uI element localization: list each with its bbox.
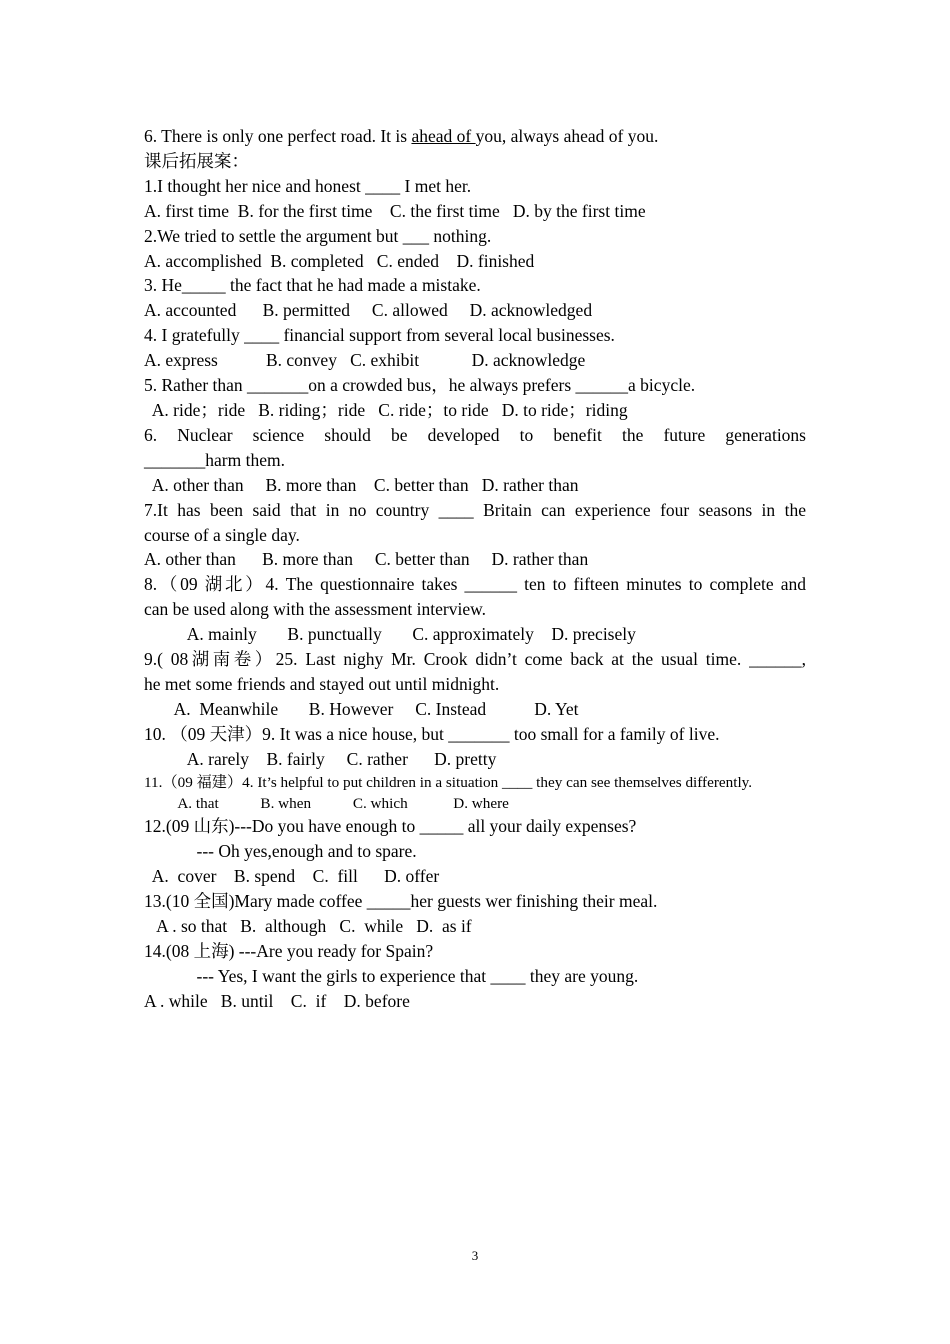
question-3-options: A. accounted B. permitted C. allowed D. acknowledged (144, 300, 593, 321)
question-7-stem-line-1: 7.It has been said that in no country ____ Britain can experience four seasons in the (144, 499, 806, 520)
question-10-options: A. rarely B. fairly C. rather D. pretty (144, 748, 497, 769)
text-run: 6. There is only one perfect road. It is (144, 126, 412, 146)
question-14-stem: 14.(08 上海) ---Are you ready for Spain? (144, 940, 434, 961)
question-3-stem: 3. He_____ the fact that he had made a mistake. (144, 275, 481, 296)
underlined-phrase: ahead of (411, 126, 476, 146)
document-body (144, 124, 806, 1014)
question-11-stem: 11.（09 福建）4. It’s helpful to put children in a situation ____ they can see themselves differently. (144, 773, 753, 791)
question-4-options: A. express B. convey C. exhibit D. acknowledge (144, 350, 586, 371)
question-12-stem: 12.(09 山东)---Do you have enough to _____ all your daily expenses? (144, 816, 637, 837)
question-11-options: A. that B. when C. which D. where (144, 794, 509, 812)
question-8-stem-line-1: 8.（09 湖北）4. The questionnaire takes ______ ten to fifteen minutes to complete and (144, 574, 806, 595)
question-6-stem-line-2: _______harm them. (144, 449, 285, 470)
question-2-stem: 2.We tried to settle the argument but ___ nothing. (144, 225, 492, 246)
question-6-options: A. other than B. more than C. better than D. rather than (144, 474, 579, 495)
question-13-stem: 13.(10 全国)Mary made coffee _____her guests wer finishing their meal. (144, 891, 658, 912)
question-8-stem-line-2: can be used along with the assessment interview. (144, 599, 486, 620)
question-7-stem-line-2: course of a single day. (144, 524, 300, 545)
question-12-options: A. cover B. spend C. fill D. offer (144, 866, 440, 887)
question-10-stem: 10. （09 天津）9. It was a nice house, but _______ too small for a family of live. (144, 723, 720, 744)
question-13-options: A . so that B. although C. while D. as if (144, 916, 472, 936)
question-14-reply: --- Yes, I want the girls to experience that ____ they are young. (144, 965, 639, 986)
question-12-reply: --- Oh yes,enough and to spare. (144, 841, 417, 862)
question-9-options: A. Meanwhile B. However C. Instead D. Yet (144, 698, 579, 719)
question-9-stem-line-1: 9.( 08湖南卷）25. Last nighy Mr. Crook didn’t come back at the usual time. ______, (144, 649, 806, 670)
question-8-options: A. mainly B. punctually C. approximately D. precisely (144, 624, 636, 645)
question-2-options: A. accomplished B. completed C. ended D. finished (144, 250, 535, 271)
question-14-options: A . while B. until C. if D. before (144, 990, 410, 1011)
question-5-stem: 5. Rather than _______on a crowded bus，he always prefers ______a bicycle. (144, 375, 696, 396)
question-7-options: A. other than B. more than C. better than D. rather than (144, 549, 589, 570)
question-9-stem-line-2: he met some friends and stayed out until midnight. (144, 673, 500, 694)
text-run: you, always ahead of you. (475, 126, 659, 146)
page-number: 3 (471, 1248, 479, 1263)
question-5-options: A. ride；ride B. riding；ride C. ride；to ride D. to ride；riding (144, 399, 628, 420)
text-line (144, 124, 806, 149)
question-1-options: A. first time B. for the first time C. the first time D. by the first time (144, 200, 646, 221)
question-1-stem: 1.I thought her nice and honest ____ I met her. (144, 175, 472, 196)
question-6-stem-line-1: 6. Nuclear science should be developed to benefit the future generations (144, 424, 806, 445)
section-heading: 课后拓展案： (144, 150, 249, 171)
question-4-stem: 4. I gratefully ____ financial support from several local businesses. (144, 325, 615, 346)
